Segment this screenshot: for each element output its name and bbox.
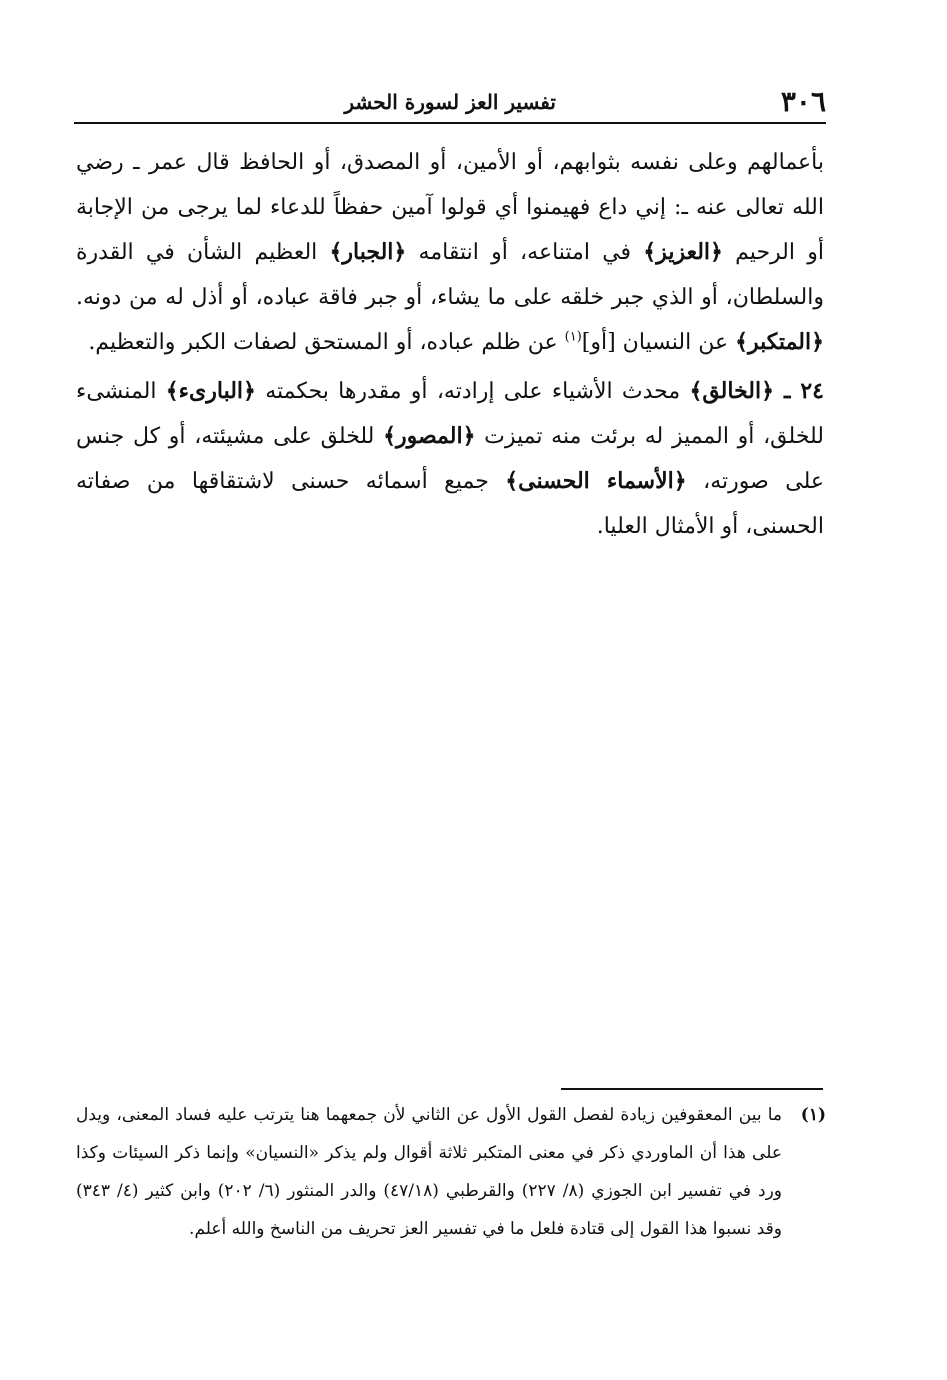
footnotes (76, 1096, 826, 1248)
paragraph-1-part-4: عن النسيان [أو] (581, 330, 736, 355)
ornate-bracket-open: ﴿ (761, 378, 774, 404)
page-header (74, 84, 826, 120)
term-al-khaliq: الخالق (702, 378, 762, 404)
term-al-asma-al-husna: الأسماء الحسنى (518, 468, 674, 494)
main-text (76, 140, 824, 549)
footnote-separator (561, 1088, 823, 1090)
ornate-bracket-close: ﴾ (329, 239, 343, 265)
term-al-musawwir: المصور (395, 423, 463, 449)
page-number: ٣٠٦ (780, 85, 826, 118)
ornate-bracket-open: ﴿ (710, 239, 723, 265)
term-al-jabbar: الجبار (342, 239, 394, 265)
paragraph-1 (76, 140, 824, 365)
footnote-reference: (١) (564, 329, 582, 345)
ornate-bracket-open: ﴿ (811, 329, 824, 355)
paragraph-2-part-3: للخلق على مشيئته، أو كل جنس على صورته، (76, 424, 825, 494)
header-rule (74, 122, 826, 124)
ornate-bracket-close: ﴾ (689, 378, 703, 404)
ornate-bracket-close: ﴾ (165, 378, 179, 404)
paragraph-2-part-2: المنشىء للخلق، أو المميز له برئت منه تميزت (76, 379, 825, 449)
ornate-bracket-open: ﴿ (393, 239, 407, 265)
ornate-bracket-close: ﴾ (735, 329, 748, 355)
term-al-mutakabbir: المتكبر (748, 329, 812, 355)
running-title: تفسير العز لسورة الحشر (344, 90, 556, 114)
footnote-text: ما بين المعقوفين زيادة لفصل القول الأول عن الثاني لأن جمعهما هنا يترتب عليه فساد المعنى، ويدل على هذا أن الماوردي ذكر في معنى المتكبر ثلاثة أقوال ولم يذكر «النسيان» وإنما ذكر السيئات وكذا ورد في تفسير ابن الجوزي (٨/ ٢٢٧) والقرطبي (٤٧/١٨) والدر المنثور (٦/ ٢٠٢) وابن كثير (٤/ ٣٤٣) وقد نسبوا هذا القول إلى قتادة فلعل ما في تفسير العز تحريف من الناسخ والله أعلم. (76, 1105, 782, 1239)
ornate-bracket-open: ﴿ (243, 378, 256, 404)
footnote-marker: (١) (800, 1105, 826, 1125)
footnote-1 (76, 1096, 826, 1248)
paragraph-2 (76, 369, 824, 549)
term-al-bari: البارىء (178, 378, 244, 404)
term-al-aziz: العزيز (656, 239, 711, 265)
ornate-bracket-close: ﴾ (643, 239, 657, 265)
paragraph-1-part-3: العظيم الشأن في القدرة والسلطان، أو الذي جبر خلقه على ما يشاء، أو جبر فاقة عباده، أو أذل له من دونه. (76, 240, 824, 310)
paragraph-2-part-4: جميع أسمائه حسنى لاشتقاقها من صفاته الحسنى، أو الأمثال العليا. (76, 469, 824, 539)
ornate-bracket-open: ﴿ (462, 423, 476, 449)
entry-number: ٢٤ ـ (774, 378, 824, 404)
paragraph-1-part-2: في امتناعه، أو انتقامه (406, 240, 644, 265)
paragraph-2-part-1: محدث الأشياء على إرادته، أو مقدرها بحكمته (255, 379, 690, 404)
ornate-bracket-close: ﴾ (383, 423, 396, 449)
ornate-bracket-open: ﴿ (673, 468, 687, 494)
paragraph-1-part-5: عن ظلم عباده، أو المستحق لصفات الكبر والتعظيم. (88, 330, 565, 355)
paragraph-1-part-1: بأعمالهم وعلى نفسه بثوابهم، أو الأمين، أو المصدق، أو الحافظ قال عمر ـ رضي الله تعالى عنه ـ: إني داع فهيمنوا أي قولوا آمين حفظاً للدعاء لما يرجى من الإجابة أو الرحيم (76, 150, 824, 265)
ornate-bracket-close: ﴾ (505, 468, 519, 494)
